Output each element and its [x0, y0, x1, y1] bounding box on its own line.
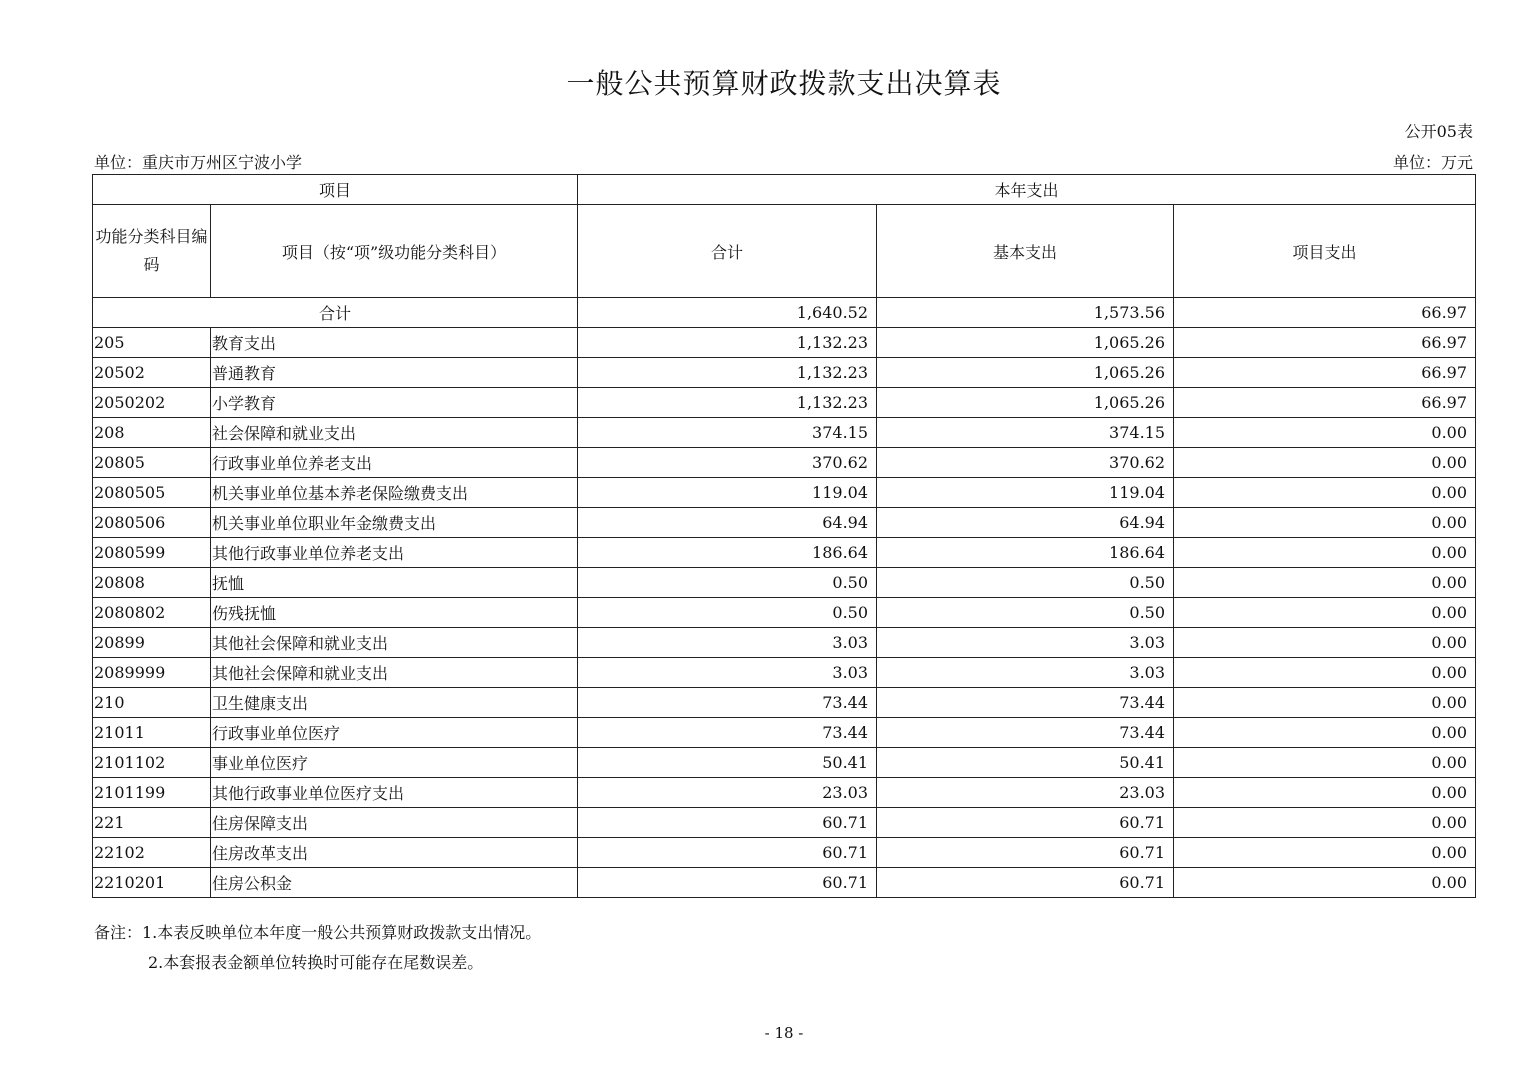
total-label: 合计: [93, 298, 578, 328]
row-name: 抚恤: [211, 568, 578, 598]
table-row: [93, 448, 1476, 478]
table-row: [93, 688, 1476, 718]
row-project: 0.00: [1174, 718, 1476, 748]
row-name: 教育支出: [211, 328, 578, 358]
row-total: 3.03: [578, 658, 877, 688]
row-name: 其他行政事业单位养老支出: [211, 538, 578, 568]
row-code: 2101102: [93, 748, 211, 778]
row-project: 0.00: [1174, 838, 1476, 868]
row-name: 事业单位医疗: [211, 748, 578, 778]
row-total: 1,132.23: [578, 358, 877, 388]
header-basic: 基本支出: [877, 205, 1174, 298]
table-row: [93, 778, 1476, 808]
row-code: 2080599: [93, 538, 211, 568]
row-total: 0.50: [578, 598, 877, 628]
header-row-2: [93, 205, 1476, 298]
row-code: 205: [93, 328, 211, 358]
unit-organization: 单位：重庆市万州区宁波小学: [94, 153, 303, 172]
row-code: 20805: [93, 448, 211, 478]
row-project: 66.97: [1174, 328, 1476, 358]
row-name: 卫生健康支出: [211, 688, 578, 718]
table-row: [93, 418, 1476, 448]
table-row: [93, 538, 1476, 568]
row-name: 机关事业单位基本养老保险缴费支出: [211, 478, 578, 508]
row-total: 73.44: [578, 718, 877, 748]
row-project: 0.00: [1174, 508, 1476, 538]
row-total: 60.71: [578, 808, 877, 838]
row-basic: 1,065.26: [877, 328, 1174, 358]
row-basic: 186.64: [877, 538, 1174, 568]
row-total: 1,132.23: [578, 388, 877, 418]
row-basic: 73.44: [877, 718, 1174, 748]
row-code: 210: [93, 688, 211, 718]
row-project: 0.00: [1174, 808, 1476, 838]
row-total: 1,132.23: [578, 328, 877, 358]
row-project: 0.00: [1174, 658, 1476, 688]
row-basic: 119.04: [877, 478, 1174, 508]
row-project: 0.00: [1174, 628, 1476, 658]
row-total: 3.03: [578, 628, 877, 658]
note-2: 2.本套报表金额单位转换时可能存在尾数误差。: [148, 953, 484, 972]
row-name: 小学教育: [211, 388, 578, 418]
table-row: [93, 478, 1476, 508]
row-name: 普通教育: [211, 358, 578, 388]
row-name: 行政事业单位养老支出: [211, 448, 578, 478]
row-basic: 3.03: [877, 628, 1174, 658]
row-code: 20502: [93, 358, 211, 388]
row-project: 0.00: [1174, 538, 1476, 568]
table-row: [93, 868, 1476, 898]
row-project: 0.00: [1174, 418, 1476, 448]
table-row: [93, 598, 1476, 628]
row-project: 66.97: [1174, 358, 1476, 388]
row-total: 60.71: [578, 868, 877, 898]
row-total: 50.41: [578, 748, 877, 778]
row-basic: 50.41: [877, 748, 1174, 778]
header-project: 项目支出: [1174, 205, 1476, 298]
table-row: [93, 748, 1476, 778]
row-total: 186.64: [578, 538, 877, 568]
row-code: 22102: [93, 838, 211, 868]
row-basic: 60.71: [877, 868, 1174, 898]
total-total: 1,640.52: [578, 298, 877, 328]
row-basic: 1,065.26: [877, 358, 1174, 388]
row-name: 伤残抚恤: [211, 598, 578, 628]
page-number: - 18 -: [764, 1024, 804, 1042]
table-row: [93, 508, 1476, 538]
form-number: 公开05表: [1404, 122, 1473, 141]
row-name: 机关事业单位职业年金缴费支出: [211, 508, 578, 538]
row-basic: 73.44: [877, 688, 1174, 718]
table-row: [93, 838, 1476, 868]
row-basic: 1,065.26: [877, 388, 1174, 418]
row-code: 2080506: [93, 508, 211, 538]
row-code: 2101199: [93, 778, 211, 808]
row-project: 0.00: [1174, 448, 1476, 478]
row-name: 住房公积金: [211, 868, 578, 898]
table-row: [93, 628, 1476, 658]
row-name: 其他社会保障和就业支出: [211, 628, 578, 658]
expenditure-table: [92, 174, 1476, 898]
table-row: [93, 808, 1476, 838]
table-row: [93, 328, 1476, 358]
row-code: 2080802: [93, 598, 211, 628]
row-code: 221: [93, 808, 211, 838]
table-row: [93, 718, 1476, 748]
row-total: 374.15: [578, 418, 877, 448]
row-project: 66.97: [1174, 388, 1476, 418]
row-total: 64.94: [578, 508, 877, 538]
row-total: 370.62: [578, 448, 877, 478]
row-total: 73.44: [578, 688, 877, 718]
row-code: 2210201: [93, 868, 211, 898]
table-row: [93, 358, 1476, 388]
row-project: 0.00: [1174, 778, 1476, 808]
row-project: 0.00: [1174, 868, 1476, 898]
row-name: 其他社会保障和就业支出: [211, 658, 578, 688]
row-basic: 374.15: [877, 418, 1174, 448]
table-row: [93, 568, 1476, 598]
header-row-1: [93, 175, 1476, 205]
row-project: 0.00: [1174, 478, 1476, 508]
row-total: 23.03: [578, 778, 877, 808]
row-basic: 64.94: [877, 508, 1174, 538]
header-current-year: 本年支出: [578, 175, 1476, 205]
row-code: 20808: [93, 568, 211, 598]
page-title: 一般公共预算财政拨款支出决算表: [566, 67, 1002, 100]
table-row: [93, 658, 1476, 688]
row-total: 60.71: [578, 838, 877, 868]
row-basic: 370.62: [877, 448, 1174, 478]
header-item: 项目: [93, 175, 578, 205]
header-code: 功能分类科目编码: [93, 205, 211, 298]
table-row: [93, 388, 1476, 418]
row-basic: 0.50: [877, 568, 1174, 598]
row-code: 208: [93, 418, 211, 448]
row-project: 0.00: [1174, 688, 1476, 718]
row-total: 0.50: [578, 568, 877, 598]
row-total: 119.04: [578, 478, 877, 508]
row-basic: 23.03: [877, 778, 1174, 808]
row-name: 社会保障和就业支出: [211, 418, 578, 448]
total-basic: 1,573.56: [877, 298, 1174, 328]
total-row: [93, 298, 1476, 328]
row-code: 2089999: [93, 658, 211, 688]
row-code: 20899: [93, 628, 211, 658]
header-item-name: 项目（按“项”级功能分类科目）: [211, 205, 578, 298]
row-basic: 0.50: [877, 598, 1174, 628]
note-1: 备注：1.本表反映单位本年度一般公共预算财政拨款支出情况。: [94, 923, 542, 942]
row-name: 行政事业单位医疗: [211, 718, 578, 748]
row-code: 21011: [93, 718, 211, 748]
unit-currency: 单位：万元: [1392, 153, 1473, 172]
header-total: 合计: [578, 205, 877, 298]
row-project: 0.00: [1174, 748, 1476, 778]
row-name: 其他行政事业单位医疗支出: [211, 778, 578, 808]
row-name: 住房保障支出: [211, 808, 578, 838]
row-code: 2080505: [93, 478, 211, 508]
row-code: 2050202: [93, 388, 211, 418]
row-basic: 3.03: [877, 658, 1174, 688]
row-basic: 60.71: [877, 838, 1174, 868]
row-name: 住房改革支出: [211, 838, 578, 868]
notes: [94, 918, 541, 978]
row-basic: 60.71: [877, 808, 1174, 838]
total-project: 66.97: [1174, 298, 1476, 328]
row-project: 0.00: [1174, 568, 1476, 598]
row-project: 0.00: [1174, 598, 1476, 628]
